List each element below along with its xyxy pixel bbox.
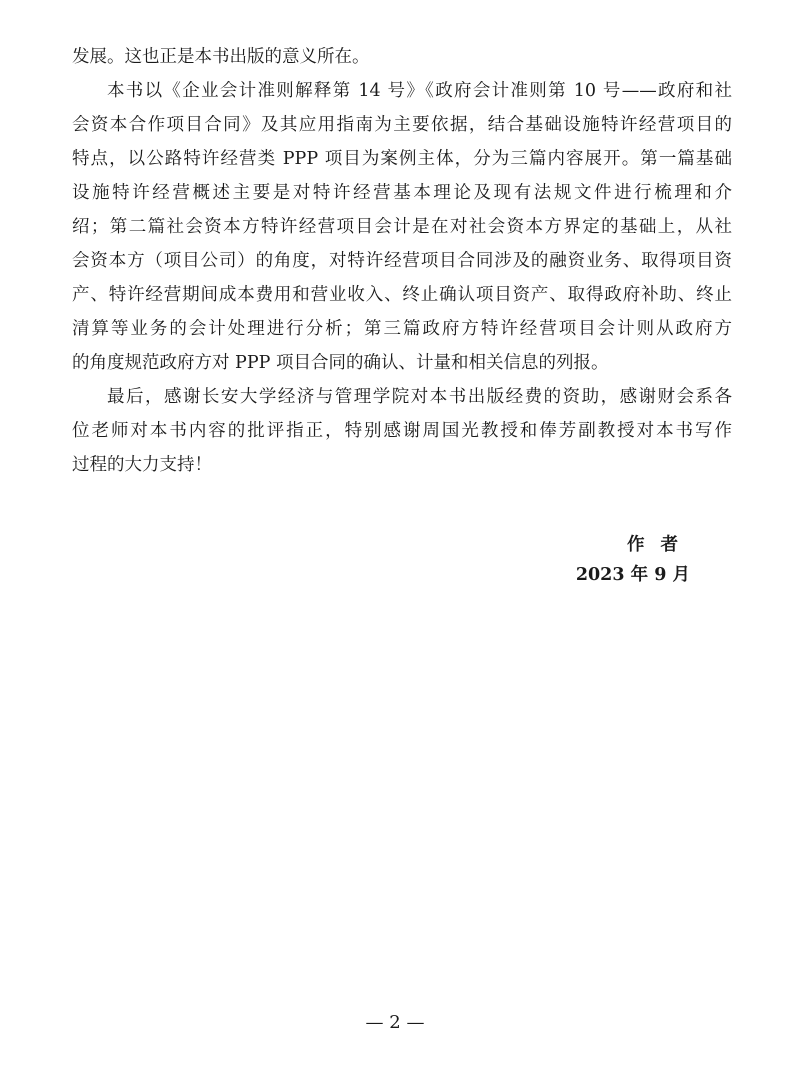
signature-date: 2023 年 9 月 <box>575 565 690 585</box>
text-line: 发展。这也正是本书出版的意义所在。 <box>72 47 370 67</box>
signature-block <box>575 530 694 590</box>
text-line: 位老师对本书内容的批评指正，特别感谢周国光教授和俸芳副教授对本书写作 <box>72 421 732 441</box>
text-line: 清算等业务的会计处理进行分析；第三篇政府方特许经营项目会计则从政府方 <box>72 319 732 339</box>
text-line: 最后，感谢长安大学经济与管理学院对本书出版经费的资助，感谢财会系各 <box>107 387 732 407</box>
text-line: 本书以《企业会计准则解释第 14 号》《政府会计准则第 10 号——政府和社 <box>107 81 732 101</box>
text-line: 绍；第二篇社会资本方特许经营项目会计是在对社会资本方界定的基础上，从社 <box>72 217 732 237</box>
text-line: 会资本方（项目公司）的角度，对特许经营项目合同涉及的融资业务、取得项目资 <box>72 251 732 271</box>
text-line: 设施特许经营概述主要是对特许经营基本理论及现有法规文件进行梳理和介 <box>72 183 732 203</box>
body-text <box>72 40 732 482</box>
author-signature: 作者 <box>627 535 694 555</box>
text-line: 过程的大力支持！ <box>72 455 212 475</box>
page-number: — 2 — <box>365 1012 425 1033</box>
text-line: 产、特许经营期间成本费用和营业收入、终止确认项目资产、取得政府补助、终止 <box>72 285 732 305</box>
text-line: 会资本合作项目合同》及其应用指南为主要依据，结合基础设施特许经营项目的 <box>72 115 732 135</box>
text-line: 特点，以公路特许经营类 PPP 项目为案例主体，分为三篇内容展开。第一篇基础 <box>72 149 732 169</box>
text-line: 的角度规范政府方对 PPP 项目合同的确认、计量和相关信息的列报。 <box>72 353 609 373</box>
